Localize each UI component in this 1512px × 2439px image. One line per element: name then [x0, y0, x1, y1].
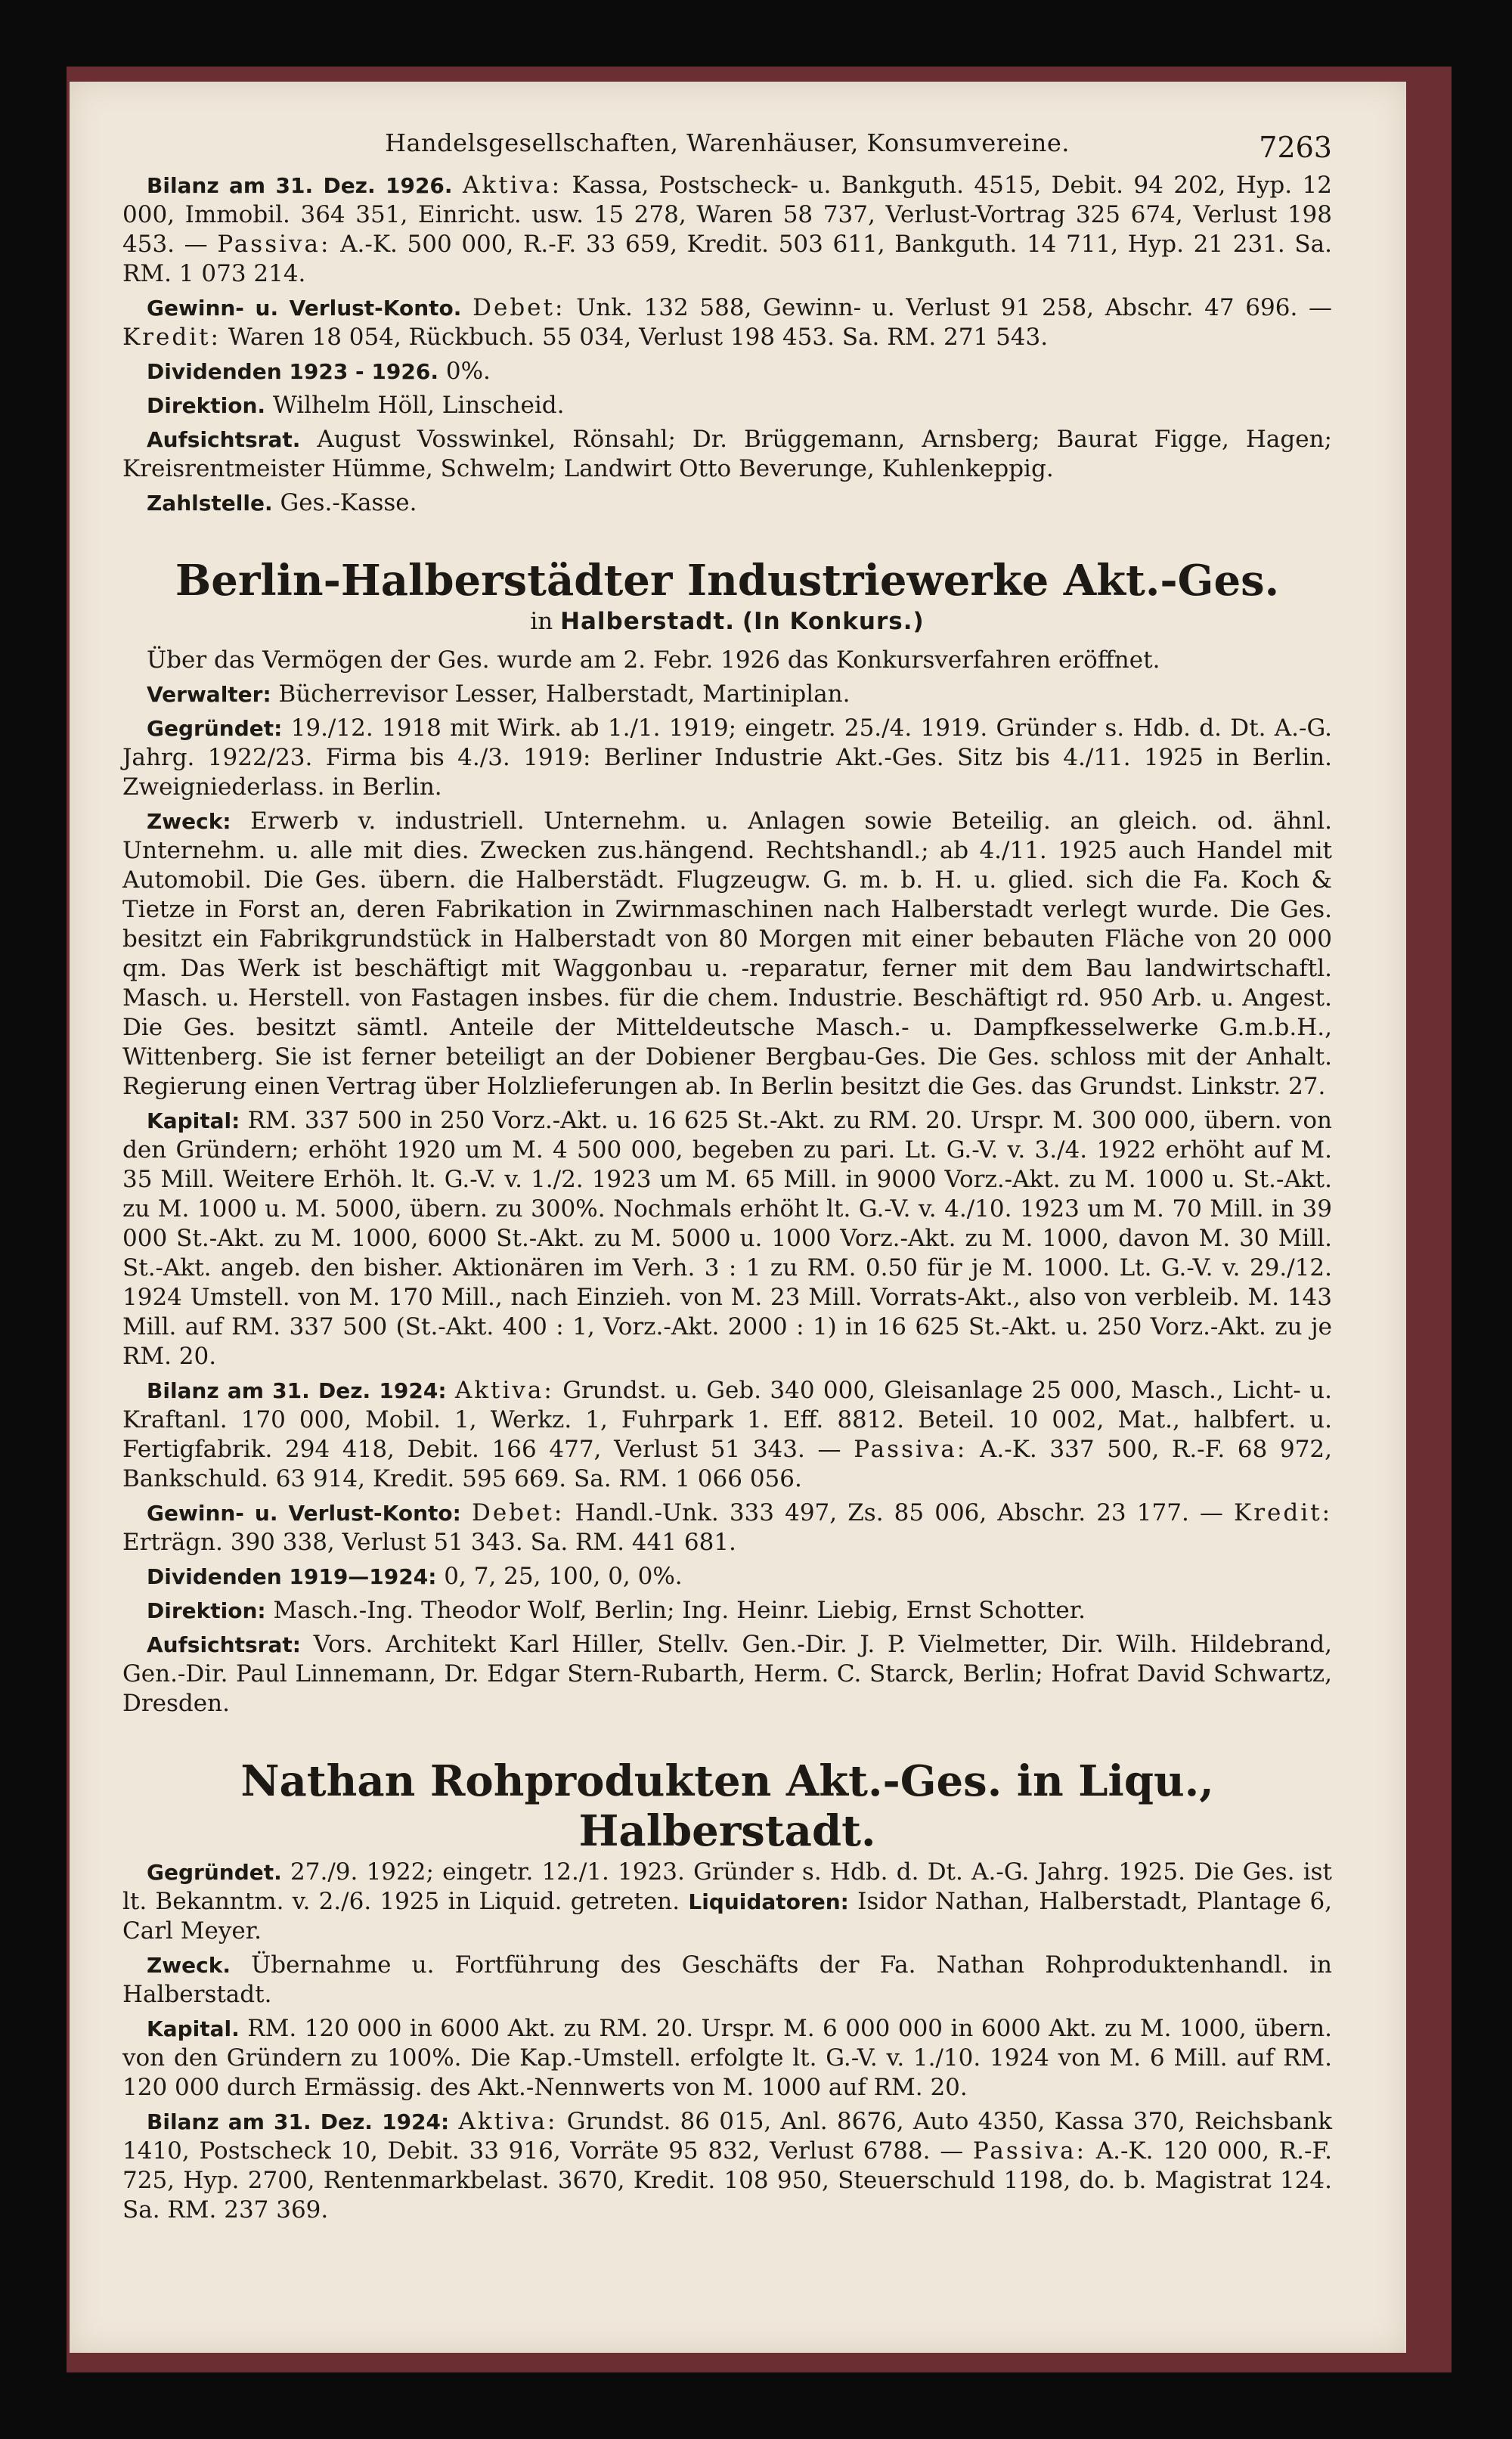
administrator	[122, 680, 1332, 709]
management-text: Masch.-Ing. Theodor Wolf, Berlin; Ing. Heinr. Liebig, Ernst Schotter.	[273, 1597, 1086, 1624]
administrator-text: Bücherrevisor Lesser, Halberstadt, Martiniplan.	[278, 680, 850, 708]
aktiva-label: Aktiva:	[454, 1377, 554, 1404]
section-label: Bilanz am 31. Dez. 1926.	[147, 173, 453, 198]
debet-label: Debet:	[472, 294, 565, 321]
section-label: Bilanz am 31. Dez. 1924:	[147, 2109, 450, 2134]
capital	[122, 1106, 1332, 1371]
purpose	[122, 1951, 1332, 2010]
purpose-text: Übernahme u. Fortführung des Geschäfts der Fa. Nathan Rohproduktenhandl. in Halberstadt.	[122, 1951, 1332, 2008]
section-label: Kapital:	[147, 1108, 240, 1133]
supervisory-board	[122, 1630, 1332, 1718]
profit-loss-account	[122, 293, 1332, 352]
founded-text: 27./9. 1922; eingetr. 12./1. 1923. Gründer s. Hdb. d. Dt. A.-G. Jahrg. 1925. Die Ges. ist lt. Bekanntm. v. 2./6. 1925 in Liquid. getreten.	[122, 1858, 1332, 1915]
supervisory-board-text: Vors. Architekt Karl Hiller, Stellv. Gen.-Dir. J. P. Vielmetter, Dir. Wilh. Hildebrand, Gen.-Dir. Paul Linnemann, Dr. Edgar Stern-Rubarth, Herm. C. Starck, Berlin; Hofrat David Schwartz, Dresden.	[122, 1631, 1332, 1717]
subtitle-city: Halberstadt.	[560, 608, 736, 635]
section-label: Aufsichtsrat.	[147, 427, 301, 452]
page-number: 7263	[1259, 131, 1332, 164]
page-content	[122, 118, 1332, 2230]
section-label: Gegründet:	[147, 716, 283, 741]
company-title: Nathan Rohprodukten Akt.-Ges. in Liqu., Halberstadt.	[240, 1756, 1214, 1856]
book-page	[70, 82, 1406, 2353]
passiva-label: Passiva:	[972, 2137, 1087, 2165]
company-title: Berlin-Halberstädter Industriewerke Akt.-Ges.	[175, 556, 1280, 606]
running-header	[122, 118, 1332, 171]
entry-1	[122, 171, 1332, 518]
section-label: Zahlstelle.	[147, 491, 273, 516]
aktiva-label: Aktiva:	[463, 172, 562, 199]
section-label: Aufsichtsrat:	[147, 1632, 301, 1657]
section-label: Zweck:	[147, 809, 231, 834]
intro	[122, 646, 1332, 675]
subtitle-in: in	[530, 608, 553, 635]
section-label: Gewinn- u. Verlust-Konto.	[147, 296, 462, 321]
supervisory-board	[122, 425, 1332, 484]
capital-text: RM. 337 500 in 250 Vorz.-Akt. u. 16 625 St.-Akt. zu RM. 20. Urspr. M. 300 000, übern. von den Gründern; erhöht 1920 um M. 4 500 000, begeben zu pari. Lt. G.-V. v. 3./4. 1922 erhöht auf M. 35 Mill. Weitere Erhöh. lt. G.-V. v. 1./2. 1923 um M. 65 Mill. in 9000 Vorz.-Akt. zu M. 1000 u. St.-Akt. zu M. 1000 u. M. 5000, übern. zu 300%. Nochmals erhöht lt. G.-V. v. 4./10. 1923 um M. 70 Mill. in 39 000 St.-Akt. zu M. 1000, 6000 St.-Akt. zu M. 5000 u. 1000 Vorz.-Akt. zu M. 1000, davon M. 30 Mill. St.-Akt. angeb. den bisher. Aktionären im Verh. 3 : 1 zu RM. 0.50 für je M. 1000. Lt. G.-V. v. 29./12. 1924 Umstell. von M. 170 Mill., nach Einzieh. von M. 23 Mill. Vorrats-Akt., also von verbleib. M. 143 Mill. auf RM. 337 500 (St.-Akt. 400 : 1, Vorz.-Akt. 2000 : 1) in 16 625 St.-Akt. u. 250 Vorz.-Akt. zu je RM. 20.	[122, 1107, 1333, 1370]
management	[122, 391, 1332, 420]
founded	[122, 1858, 1332, 1946]
running-title: Handelsgesellschaften, Warenhäuser, Konsumvereine.	[385, 129, 1070, 157]
intro-text: Über das Vermögen der Ges. wurde am 2. Febr. 1926 das Konkursverfahren eröffnet.	[147, 646, 1160, 674]
entry-3	[122, 1756, 1332, 2225]
section-label: Gewinn- u. Verlust-Konto:	[147, 1501, 461, 1526]
section-label: Zweck.	[147, 1953, 231, 1978]
profit-loss-account	[122, 1498, 1332, 1557]
section-label: Gegründet.	[147, 1860, 282, 1885]
capital	[122, 2014, 1332, 2103]
passiva-label: Passiva:	[217, 231, 331, 258]
management-text: Wilhelm Höll, Linscheid.	[272, 392, 565, 419]
management	[122, 1596, 1332, 1625]
passiva-text: A.-K. 500 000, R.-F. 33 659, Kredit. 503 611, Bankguth. 14 711, Hyp. 21 231. Sa. RM. 1 073 214.	[122, 231, 1332, 287]
balance-sheet	[122, 1376, 1332, 1494]
purpose-text: Erwerb v. industriell. Unternehm. u. Anlagen sowie Beteilig. an gleich. od. ähnl. Unternehm. u. alle mit dies. Zwecken zus.hängend. Rechtshandl.; ab 4./11. 1925 auch Handel mit Automobil. Die Ges. übern. die Halberstädt. Flugzeugw. G. m. b. H. u. glied. sich die Fa. Koch & Tietze in Forst an, deren Fabrikation in Zwirnmaschinen nach Halberstadt verlegt wurde. Die Ges. besitzt ein Fabrikgrundstück in Halberstadt von 80 Morgen mit einer bebauten Fläche von 20 000 qm. Das Werk ist beschäftigt mit Waggonbau u. -reparatur, ferner mit dem Bau landwirtschaftl. Masch. u. Herstell. von Fastagen insbes. für die chem. Industrie. Beschäftigt rd. 950 Arb. u. Angest. Die Ges. besitzt sämtl. Anteile der Mitteldeutsche Masch.- u. Dampfkesselwerke G.m.b.H., Wittenberg. Sie ist ferner beteiligt an der Dobiener Bergbau-Ges. Die Ges. schloss mit der Anhalt. Regierung einen Vertrag über Holzlieferungen ab. In Berlin besitzt die Ges. das Grundst. Linkstr. 27.	[122, 807, 1332, 1100]
subtitle-status: (In Konkurs.)	[742, 608, 925, 635]
debet-text: Handl.-Unk. 333 497, Zs. 85 006, Abschr. 23 177. —	[575, 1499, 1223, 1526]
section-label: Dividenden 1923 - 1926.	[147, 359, 438, 384]
section-label: Kapital.	[147, 2016, 240, 2041]
kredit-text: Waren 18 054, Rückbuch. 55 034, Verlust 198 453. Sa. RM. 271 543.	[228, 324, 1049, 351]
balance-sheet	[122, 171, 1332, 289]
balance-text: Kassa, Postscheck- u. Bankguth. 4515, Debit. 94 202, Hyp. 12 000, Immobil. 364 351, Einricht. usw. 15 278, Waren 58 737, Verlust-Vortrag 325 674, Verlust 198 453. —	[122, 172, 1332, 258]
supervisory-board-text: August Vosswinkel, Rönsahl; Dr. Brüggemann, Arnsberg; Baurat Figge, Hagen; Kreisrentmeister Hümme, Schwelm; Landwirt Otto Beverunge, Kuhlenkeppig.	[122, 426, 1332, 482]
capital-text: RM. 120 000 in 6000 Akt. zu RM. 20. Urspr. M. 6 000 000 in 6000 Akt. zu M. 1000, übern. von den Gründern zu 100%. Die Kap.-Umstell. erfolgte lt. G.-V. v. 1./10. 1924 von M. 6 Mill. auf RM. 120 000 durch Ermässig. des Akt.-Nennwerts von M. 1000 auf RM. 20.	[122, 2015, 1332, 2101]
section-label: Dividenden 1919—1924:	[147, 1564, 437, 1589]
paying-agent-text: Ges.-Kasse.	[280, 489, 417, 516]
section-label: Direktion.	[147, 393, 266, 418]
passiva-label: Passiva:	[854, 1436, 968, 1463]
paying-agent	[122, 488, 1332, 518]
debet-label: Debet:	[471, 1499, 565, 1526]
debet-text: Unk. 132 588, Gewinn- u. Verlust 91 258, Abschr. 47 696. —	[576, 294, 1332, 321]
balance-sheet	[122, 2107, 1332, 2225]
passiva-text: A.-K. 120 000, R.-F. 725, Hyp. 2700, Rentenmarkbelast. 3670, Kredit. 108 950, Steuerschuld 1198, do. b. Magistrat 124. Sa. RM. 237 369.	[122, 2137, 1333, 2224]
section-label: Liquidatoren:	[688, 1889, 849, 1914]
dividends	[122, 1562, 1332, 1591]
entry-2	[122, 556, 1332, 1718]
founded-text: 19./12. 1918 mit Wirk. ab 1./1. 1919; eingetr. 25./4. 1919. Gründer s. Hdb. d. Dt. A.-G. Jahrg. 1922/23. Firma bis 4./3. 1919: Berliner Industrie Akt.-Ges. Sitz bis 4./11. 1925 in Berlin. Zweigniederlass. in Berlin.	[122, 714, 1332, 801]
section-label: Verwalter:	[147, 682, 271, 707]
kredit-label: Kredit:	[122, 324, 221, 351]
passiva-text: A.-K. 337 500, R.-F. 68 972, Bankschuld. 63 914, Kredit. 595 669. Sa. RM. 1 066 056.	[122, 1436, 1333, 1492]
dividends	[122, 357, 1332, 386]
company-subtitle	[122, 607, 1332, 637]
section-label: Direktion:	[147, 1598, 266, 1623]
balance-text: Grundst. 86 015, Anl. 8676, Auto 4350, Kassa 370, Reichsbank 1410, Postscheck 10, Debit. 33 916, Vorräte 95 832, Verlust 6788. —	[122, 2108, 1333, 2165]
dividends-text: 0, 7, 25, 100, 0, 0%.	[444, 1563, 683, 1590]
balance-text: Grundst. u. Geb. 340 000, Gleisanlage 25 000, Masch., Licht- u. Kraftanl. 170 000, Mobil. 1, Werkz. 1, Fuhrpark 1. Eff. 8812. Beteil. 10 002, Mat., halbfert. u. Fertigfabrik. 294 418, Debit. 166 477, Verlust 51 343. —	[122, 1377, 1333, 1463]
founded	[122, 714, 1332, 802]
kredit-label: Kredit:	[1234, 1499, 1333, 1526]
purpose	[122, 807, 1332, 1102]
liquidators-text: Isidor Nathan, Halberstadt, Plantage 6, Carl Meyer.	[122, 1888, 1333, 1945]
section-label: Bilanz am 31. Dez. 1924:	[147, 1378, 447, 1403]
aktiva-label: Aktiva:	[458, 2108, 558, 2135]
dividends-text: 0%.	[445, 358, 491, 385]
kredit-text: Erträgn. 390 338, Verlust 51 343. Sa. RM. 441 681.	[122, 1529, 736, 1556]
